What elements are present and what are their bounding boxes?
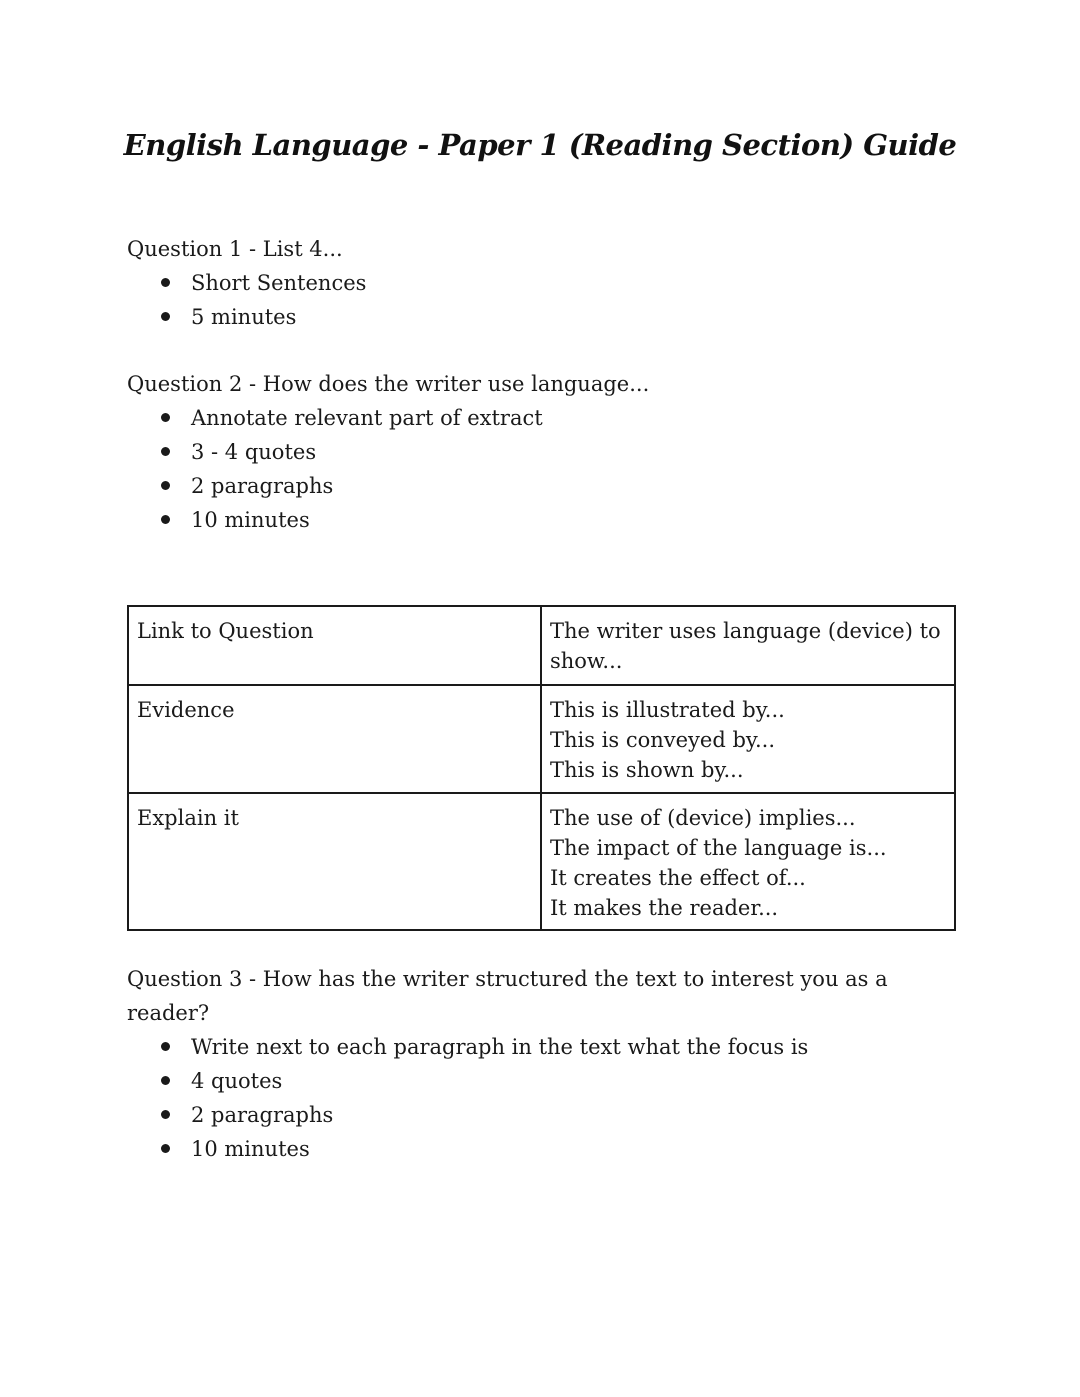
question-1-list xyxy=(127,266,957,334)
question-3-list xyxy=(127,1030,957,1166)
list-item xyxy=(161,1098,957,1132)
table-cell-phrases xyxy=(541,606,955,685)
table-cell-label xyxy=(128,606,541,685)
question-2-list xyxy=(127,401,957,537)
list-item xyxy=(161,266,957,300)
list-item-text: Write next to each paragraph in the text what the focus is xyxy=(191,1035,809,1059)
phrase-line: This is illustrated by... xyxy=(549,698,785,722)
language-analysis-table xyxy=(127,605,956,931)
table-cell-label xyxy=(128,685,541,793)
question-3-heading: Question 3 - How has the writer structured the text to interest you as a reader? xyxy=(127,967,888,1025)
list-item-text: 4 quotes xyxy=(191,1069,283,1093)
table-cell-phrases xyxy=(541,685,955,793)
list-item xyxy=(161,503,957,537)
phrase-line: This is conveyed by... xyxy=(549,728,776,752)
phrase-line: It creates the effect of... xyxy=(549,866,806,890)
row-label: Explain it xyxy=(137,806,239,830)
list-item xyxy=(161,401,957,435)
bullet-icon xyxy=(161,278,170,287)
list-item-text: 3 - 4 quotes xyxy=(191,440,317,464)
bullet-icon xyxy=(161,1042,170,1051)
bullet-icon xyxy=(161,1076,170,1085)
question-2-heading: Question 2 - How does the writer use language... xyxy=(127,372,650,396)
table-row xyxy=(128,606,955,685)
bullet-icon xyxy=(161,481,170,490)
list-item xyxy=(161,469,957,503)
list-item-text: Short Sentences xyxy=(191,271,367,295)
list-item xyxy=(161,1132,957,1166)
list-item-text: 10 minutes xyxy=(191,1137,310,1161)
phrase-line: It makes the reader... xyxy=(549,896,779,920)
phrase-line: The impact of the language is... xyxy=(549,836,887,860)
phrase-line: The writer uses language (device) to show... xyxy=(549,619,941,673)
list-item xyxy=(161,435,957,469)
list-item-text: 5 minutes xyxy=(191,305,297,329)
question-1-heading: Question 1 - List 4... xyxy=(127,237,343,261)
bullet-icon xyxy=(161,1110,170,1119)
table-row xyxy=(128,793,955,930)
phrase-line: This is shown by... xyxy=(549,758,744,782)
table-row xyxy=(128,685,955,793)
bullet-icon xyxy=(161,413,170,422)
row-label: Evidence xyxy=(137,698,235,722)
bullet-icon xyxy=(161,515,170,524)
list-item-text: 2 paragraphs xyxy=(191,1103,334,1127)
bullet-icon xyxy=(161,312,170,321)
question-3-section xyxy=(127,962,957,1166)
question-1-section xyxy=(127,232,957,334)
list-item xyxy=(161,300,957,334)
list-item xyxy=(161,1064,957,1098)
bullet-icon xyxy=(161,447,170,456)
list-item-text: 2 paragraphs xyxy=(191,474,334,498)
list-item-text: Annotate relevant part of extract xyxy=(191,406,543,430)
table-cell-label xyxy=(128,793,541,930)
list-item-text: 10 minutes xyxy=(191,508,310,532)
row-label: Link to Question xyxy=(137,619,314,643)
question-2-section xyxy=(127,367,957,537)
page-title: English Language - Paper 1 (Reading Section) Guide xyxy=(123,128,957,162)
phrase-line: The use of (device) implies... xyxy=(549,806,856,830)
bullet-icon xyxy=(161,1144,170,1153)
table-cell-phrases xyxy=(541,793,955,930)
list-item xyxy=(161,1030,957,1064)
